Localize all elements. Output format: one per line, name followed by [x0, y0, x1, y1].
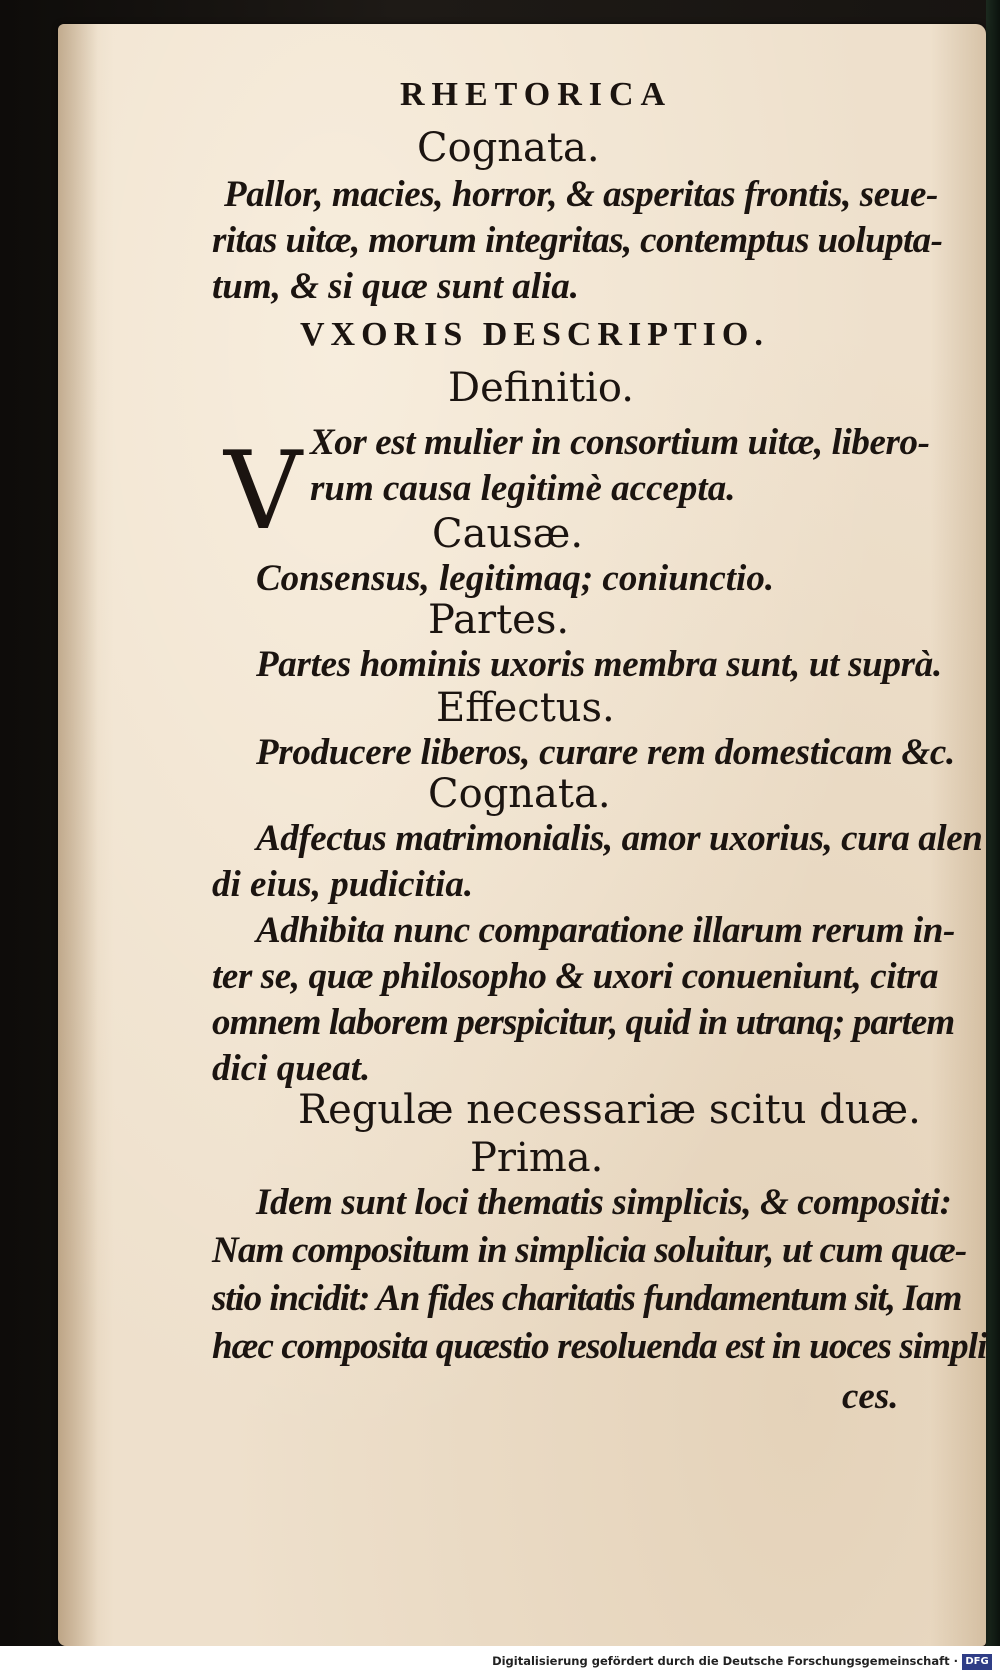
section-heading: Cognata.: [428, 771, 611, 817]
book-edge: [986, 0, 1000, 1676]
body-line: Adfectus matrimonialis, amor uxorius, cura alen: [256, 818, 983, 859]
body-line: Idem sunt loci thematis simplicis, & compositi:: [256, 1182, 952, 1223]
body-line: tum, & si quæ sunt alia.: [212, 266, 580, 307]
body-line: ter se, quæ philosopho & uxori conueniunt, citra: [212, 956, 939, 997]
body-line: Xor est mulier in consortium uitæ, libero-: [310, 422, 930, 463]
dfg-logo-icon: DFG: [962, 1654, 992, 1670]
body-line: ritas uitæ, morum integritas, contemptus uolupta-: [212, 220, 943, 261]
body-line: rum causa legitimè accepta.: [310, 468, 736, 509]
section-heading: Regulæ necessariæ scitu duæ.: [298, 1087, 921, 1133]
section-heading: Partes.: [428, 597, 570, 643]
body-line: di eius, pudicitia.: [212, 864, 474, 905]
body-line: Consensus, legitimaq; coniunctio.: [256, 558, 775, 599]
body-line: Nam compositum in simplicia soluitur, ut cum quæ-: [212, 1230, 967, 1271]
body-line: Adhibita nunc comparatione illarum rerum in-: [256, 910, 955, 951]
section-heading: Prima.: [470, 1135, 604, 1181]
section-heading: Effectus.: [436, 685, 615, 731]
section-heading: Definitio.: [448, 365, 634, 411]
funding-credit: Digitalisierung gefördert durch die Deutsche Forschungsgemeinschaft ·: [492, 1654, 958, 1668]
body-line: Producere liberos, curare rem domesticam &c.: [256, 732, 955, 773]
page-gutter-shadow: [58, 24, 98, 1646]
catchword: ces.: [842, 1376, 899, 1417]
body-line: Pallor, macies, horror, & asperitas frontis, seue-: [224, 174, 938, 215]
body-line: stio incidit: An fides charitatis fundamentum sit, Iam: [212, 1278, 962, 1319]
body-line: dici queat.: [212, 1048, 371, 1089]
body-line: hæc composita quæstio resoluenda est in uoces simpli: [212, 1326, 987, 1367]
running-head: RHETORICA: [400, 76, 673, 113]
body-line: Partes hominis uxoris membra sunt, ut suprà.: [256, 644, 942, 685]
body-line: omnem laborem perspicitur, quid in utranq; partem: [212, 1002, 955, 1043]
section-title: VXORIS DESCRIPTIO.: [300, 316, 769, 353]
drop-cap: V: [224, 429, 302, 554]
section-heading: Causæ.: [432, 511, 584, 557]
section-heading: Cognata.: [417, 125, 600, 171]
